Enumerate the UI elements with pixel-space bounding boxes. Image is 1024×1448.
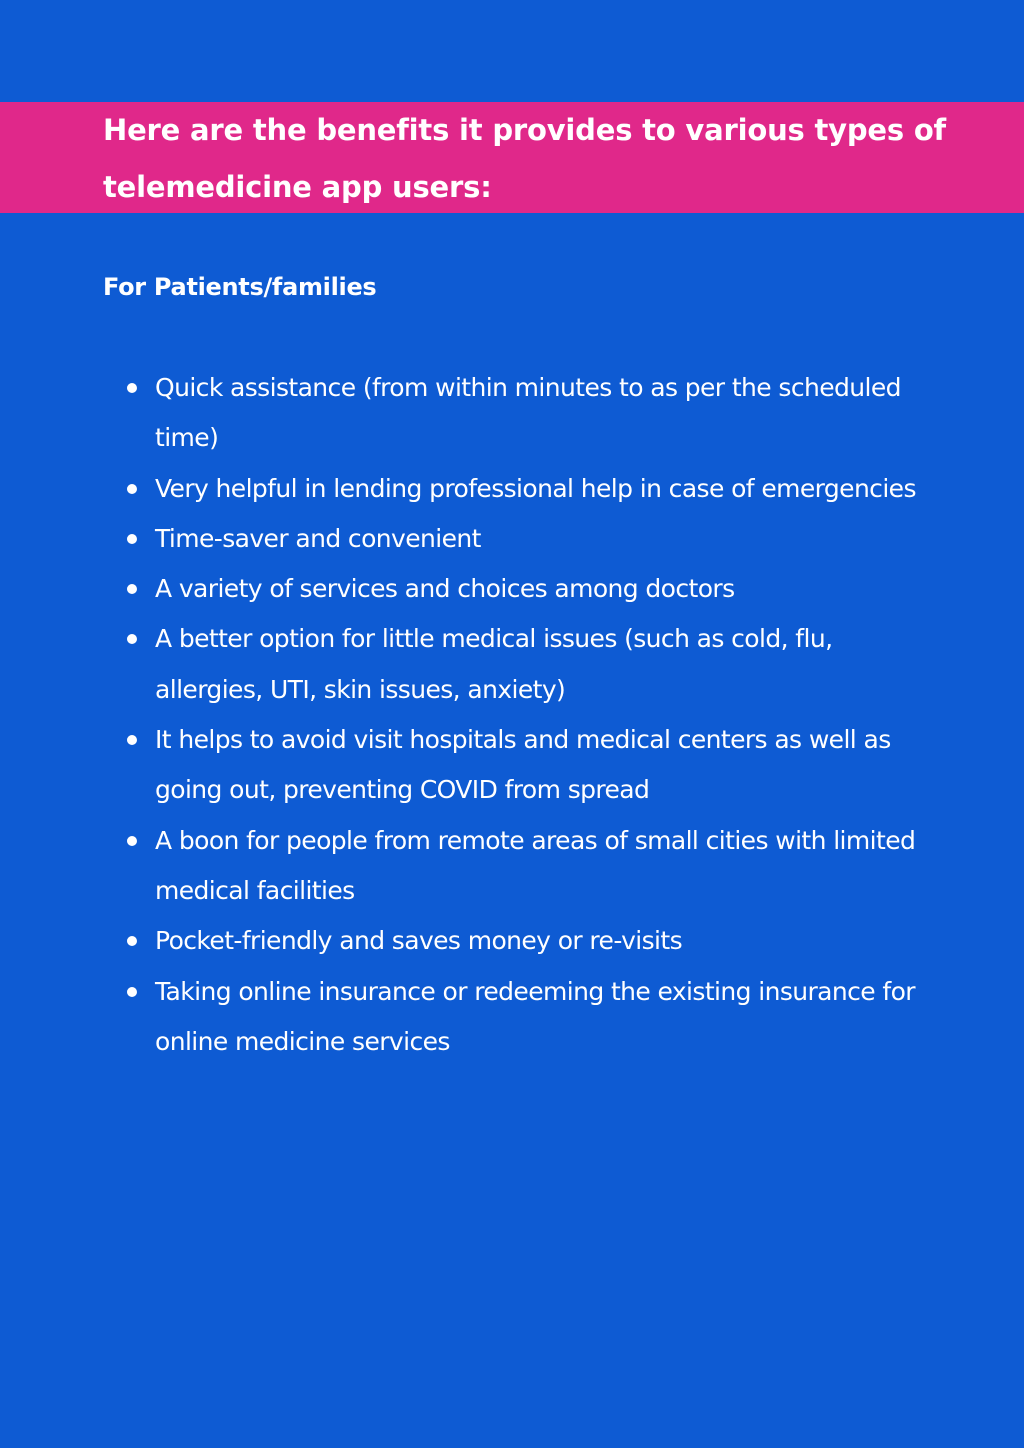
- list-item: [155, 614, 945, 715]
- list-item-text: Very helpful in lending professional help in case of emergencies: [155, 473, 916, 503]
- bullet-icon: [127, 383, 137, 393]
- bullet-icon: [127, 987, 137, 997]
- list-item: [155, 363, 945, 464]
- section-heading: For Patients/families: [103, 273, 377, 301]
- list-item: [155, 464, 945, 514]
- page-title: Here are the benefits it provides to various types of telemedicine app users:: [103, 113, 946, 204]
- bullet-icon: [127, 836, 137, 846]
- bullet-icon: [127, 634, 137, 644]
- list-item-text: Taking online insurance or redeeming the existing insurance for online medicine services: [155, 976, 915, 1056]
- bullet-icon: [127, 534, 137, 544]
- list-item-text: A better option for little medical issues (such as cold, flu, allergies, UTI, skin issues, anxiety): [155, 624, 833, 704]
- bullet-icon: [127, 936, 137, 946]
- list-item-text: It helps to avoid visit hospitals and medical centers as well as going out, preventing COVID from spread: [155, 725, 891, 805]
- list-item-text: Pocket-friendly and saves money or re-visits: [155, 926, 683, 956]
- list-item-text: Time-saver and convenient: [155, 523, 481, 553]
- list-item: [155, 916, 945, 966]
- list-item-text: A boon for people from remote areas of small cities with limited medical facilities: [155, 825, 916, 905]
- list-item-text: A variety of services and choices among doctors: [155, 574, 735, 604]
- list-item-text: Quick assistance (from within minutes to as per the scheduled time): [155, 373, 901, 453]
- header-banner: [0, 102, 1024, 213]
- list-item: [155, 564, 945, 614]
- list-item: [155, 715, 945, 816]
- bullet-icon: [127, 584, 137, 594]
- benefits-list: [155, 363, 945, 1067]
- list-item: [155, 967, 945, 1068]
- bullet-icon: [127, 484, 137, 494]
- bullet-icon: [127, 735, 137, 745]
- list-item: [155, 514, 945, 564]
- list-item: [155, 816, 945, 917]
